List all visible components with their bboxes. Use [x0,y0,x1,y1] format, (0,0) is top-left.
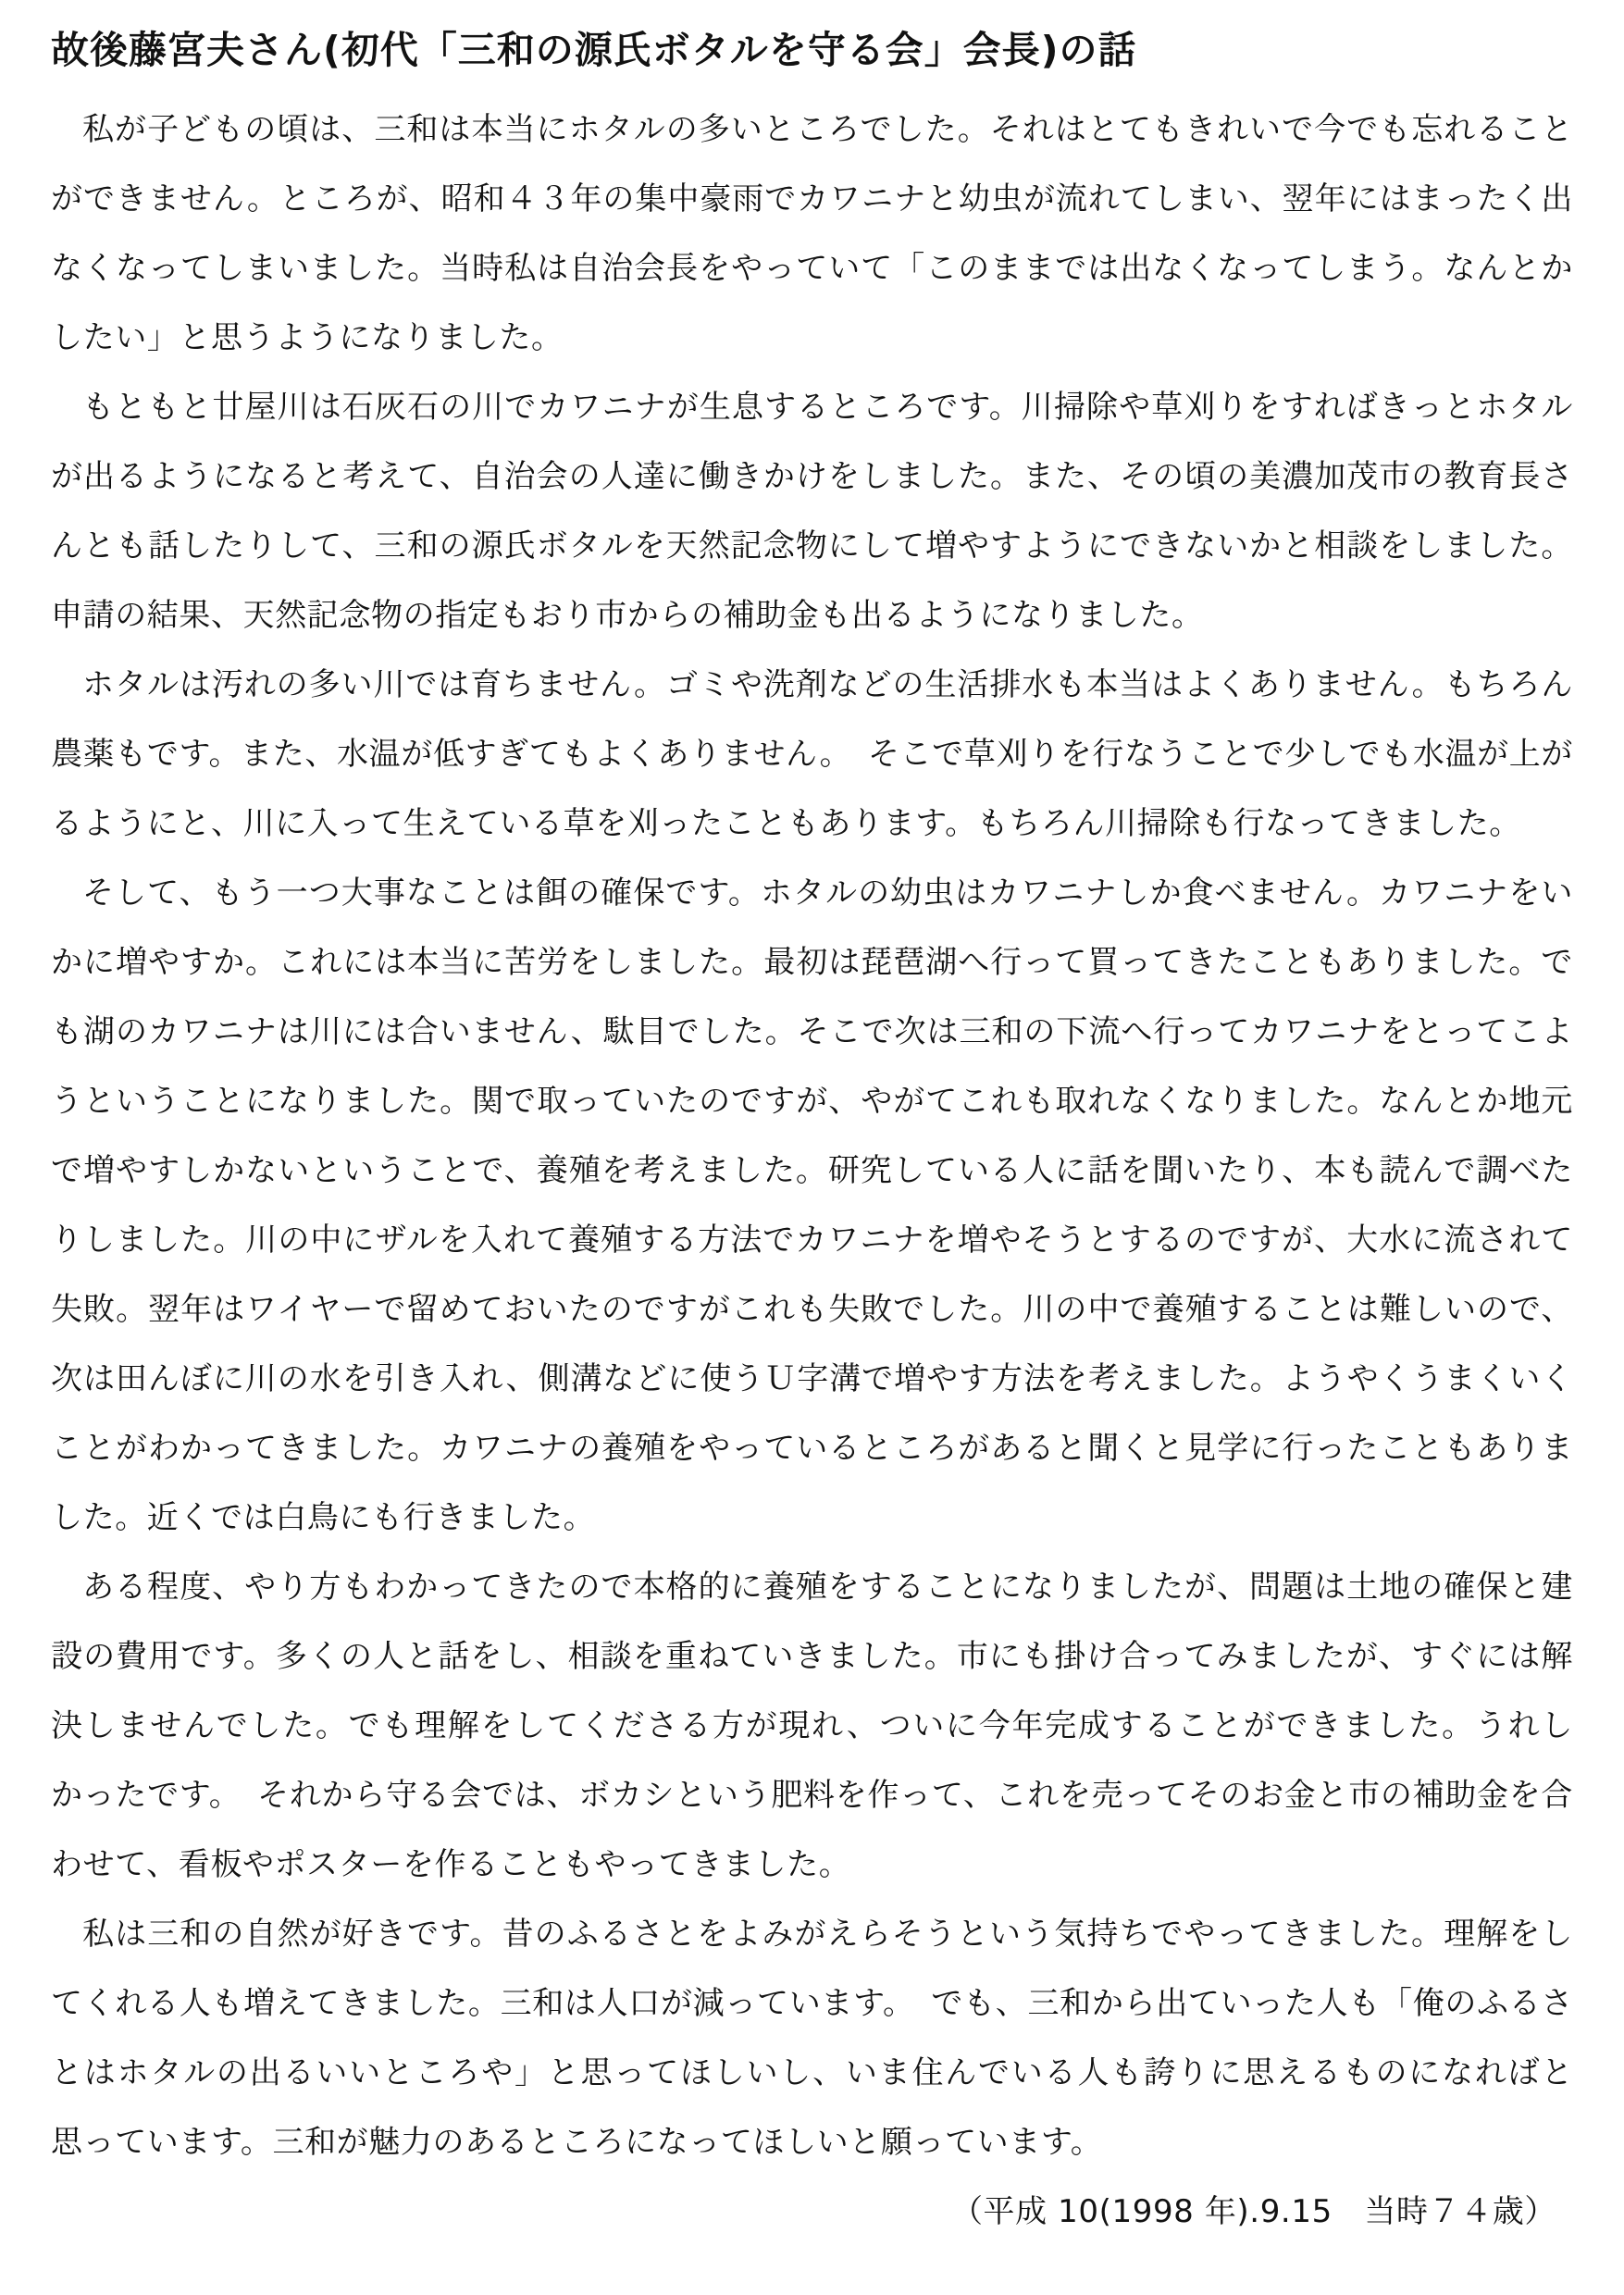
date-line: （平成 10(1998 年).9.15 当時７４歳） [950,2193,1556,2231]
paragraph-childhood-fireflies: 私が子どもの頃は、三和は本当にホタルの多いところでした。それはとてもきれいで今でも忘れることができません。ところが、昭和４３年の集中豪雨でカワニナと幼虫が流れてしまい、翌年にはまったく出なくなってしまいました。当時私は自治会長をやっていて「このままでは出なくなってしまう。なんとかしたい」と思うようになりました。 [51,111,1573,357]
paragraph-facility-construction: ある程度、やり方もわかってきたので本格的に養殖をすることになりましたが、問題は土地の確保と建設の費用です。多くの人と話をし、相談を重ねていきました。市にも掛け合ってみましたが、すぐには解決しませんでした。でも理解をしてくださる方が現れ、ついに今年完成することができました。うれしかったです。 それから守る会では、ボカシという肥料を作って、これを売ってそのお金と市の補助金を合わせて、看板やポスターを作ることもやってきました。 [51,1569,1573,1884]
document-body [51,95,1573,2177]
page-title: 故後藤宮夫さん(初代「三和の源氏ボタルを守る会」会長)の話 [51,28,1137,72]
paragraph-water-quality: ホタルは汚れの多い川では育ちません。ゴミや洗剤などの生活排水も本当はよくありません。もちろん農薬もです。また、水温が低すぎてもよくありません。 そこで草刈りを行なうことで少しでも水温が上がるようにと、川に入って生えている草を刈ったこともあります。もちろん川掃除も行なってきました。 [51,666,1573,843]
paragraph-kawanina-breeding: そして、もう一つ大事なことは餌の確保です。ホタルの幼虫はカワニナしか食べません。カワニナをいかに増やすか。これには本当に苦労をしました。最初は琵琶湖へ行って買ってきたこともありました。でも湖のカワニナは川には合いません、駄目でした。そこで次は三和の下流へ行ってカワニナをとってこようということになりました。関で取っていたのですが、やがてこれも取れなくなりました。なんとか地元で増やすしかないということで、養殖を考えました。研究している人に話を聞いたり、本も読んで調べたりしました。川の中にザルを入れて養殖する方法でカワニナを増やそうとするのですが、大水に流されて失敗。翌年はワイヤーで留めておいたのですがこれも失敗でした。川の中で養殖することは難しいので、次は田んぼに川の水を引き入れ、側溝などに使うＵ字溝で増やす方法を考えました。ようやくうまくいくことがわかってきました。カワニナの養殖をやっているところがあると聞くと見学に行ったこともありました。近くでは白鳥にも行きました。 [51,875,1574,1537]
paragraph-love-of-sanwa: 私は三和の自然が好きです。昔のふるさとをよみがえらそうという気持ちでやってきました。理解をしてくれる人も増えてきました。三和は人口が減っています。 でも、三和から出ていった人も「俺のふるさとはホタルの出るいいところや」と思ってほしいし、いま住んでいる人も誇りに思えるものになればと思っています。三和が魅力のあるところになってほしいと願っています。 [51,1916,1573,2162]
paragraph-river-natural-monument: もともと廿屋川は石灰石の川でカワニナが生息するところです。川掃除や草刈りをすればきっとホタルが出るようになると考えて、自治会の人達に働きかけをしました。また、その頃の美濃加茂市の教育長さんとも話したりして、三和の源氏ボタルを天然記念物にして増やすようにできないかと相談をしました。申請の結果、天然記念物の指定もおり市からの補助金も出るようになりました。 [51,389,1573,635]
